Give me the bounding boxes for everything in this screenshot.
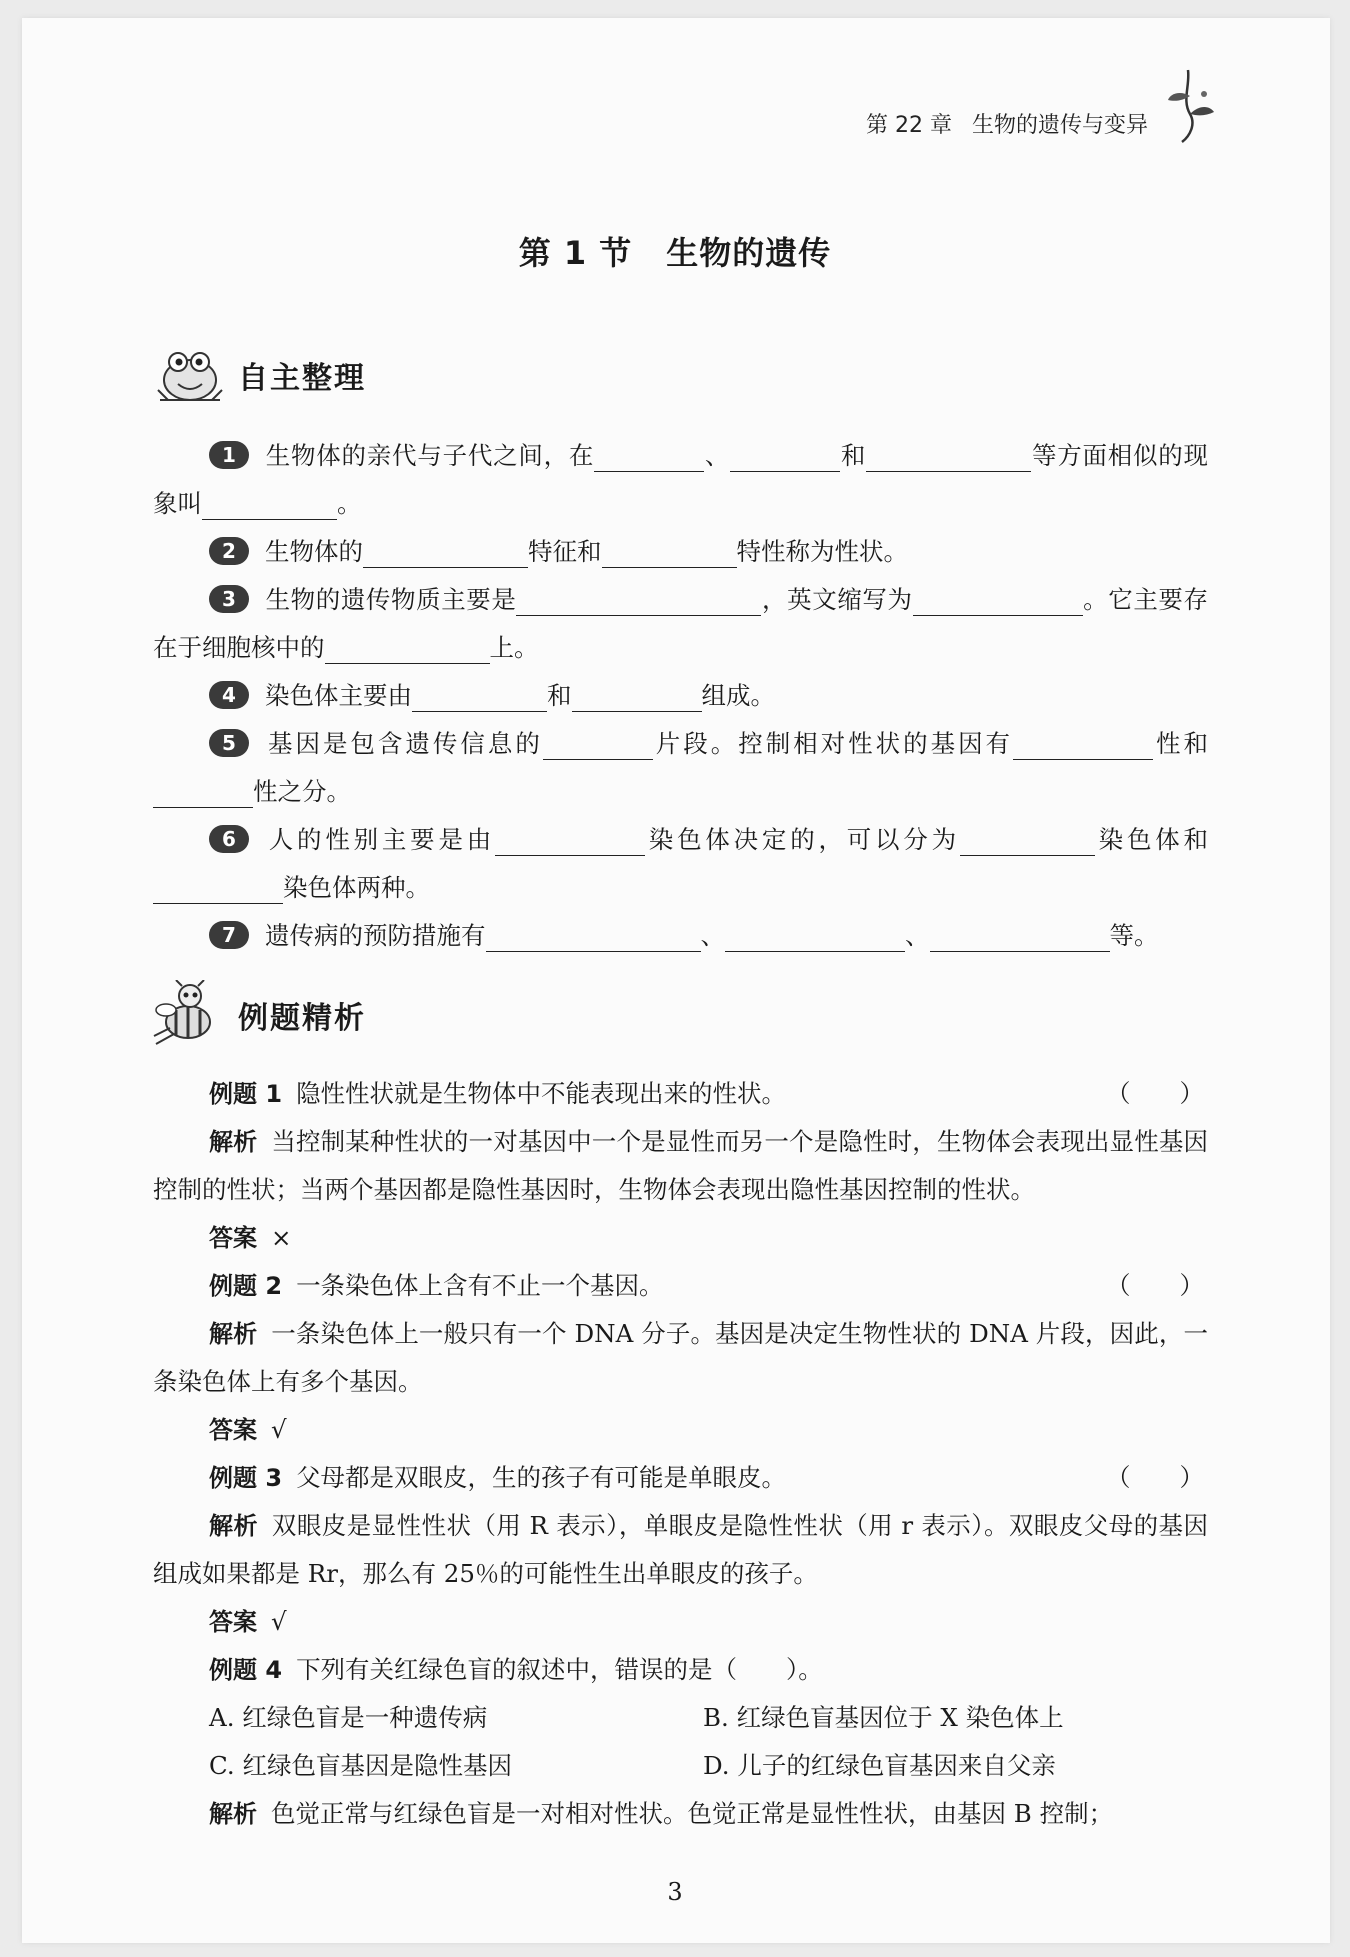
example-analysis-1 [153, 1118, 1208, 1214]
question-text: 遗传病的预防措施有 [265, 921, 486, 950]
fill-question-3 [153, 576, 1208, 672]
analysis-text: 色觉正常与红绿色盲是一对相对性状。色觉正常是显性性状，由基因 B 控制； [271, 1799, 1114, 1828]
answer-blank[interactable] [572, 681, 702, 712]
question-text: 。 [337, 489, 362, 518]
question-text: 和 [547, 681, 572, 710]
question-text: 。它主要存在于细胞核中的 [153, 585, 1209, 662]
answer-blank[interactable] [495, 825, 645, 856]
example-answer-3 [153, 1598, 1208, 1646]
example-question-4 [153, 1646, 1208, 1694]
analysis-label: 解析 [209, 1320, 258, 1348]
part-heading-label: 例题精析 [238, 1001, 366, 1036]
question-text: 染色体主要由 [265, 681, 412, 710]
answer-mark: √ [271, 1415, 287, 1444]
answer-parentheses[interactable]: （ ） [1106, 1463, 1204, 1492]
question-number-badge: 4 [209, 681, 249, 709]
running-header [866, 108, 1148, 139]
example-analysis-2 [153, 1310, 1208, 1406]
question-number-badge: 6 [209, 825, 249, 853]
example-answer-1 [153, 1214, 1208, 1262]
example-question-text: 隐性性状就是生物体中不能表现出来的性状。 [296, 1079, 787, 1108]
answer-blank[interactable] [730, 441, 840, 472]
example-answer-2 [153, 1406, 1208, 1454]
question-text: 等。 [1109, 921, 1159, 950]
option-d[interactable]: D. 儿子的红绿色盲基因来自父亲 [703, 1751, 1056, 1780]
chapter-title: 生物的遗传与变异 [971, 113, 1148, 138]
answer-blank[interactable] [866, 441, 1031, 472]
question-number-badge: 2 [209, 537, 249, 565]
fill-question-4 [153, 672, 1208, 720]
answer-blank[interactable] [543, 729, 653, 760]
question-text: 上。 [489, 633, 539, 662]
answer-blank[interactable] [516, 585, 761, 616]
answer-blank[interactable] [412, 681, 547, 712]
fill-question-2 [153, 528, 1208, 576]
analysis-text: 双眼皮是显性性状（用 R 表示），单眼皮是隐性性状（用 r 表示）。双眼皮父母的基因组成如果都是 Rr，那么有 25％的可能性生出单眼皮的孩子。 [153, 1511, 1208, 1588]
question-number-badge: 1 [209, 441, 249, 469]
frog-mascot-icon [150, 340, 230, 410]
question-text: 性和 [1153, 729, 1209, 758]
section-title [0, 228, 1350, 274]
option-a[interactable]: A. 红绿色盲是一种遗传病 [209, 1703, 488, 1732]
analysis-label: 解析 [209, 1128, 258, 1156]
part-heading-examples [150, 980, 366, 1050]
example-question-2 [153, 1262, 1208, 1310]
question-number-badge: 7 [209, 921, 249, 949]
section-number: 第 1 节 [518, 234, 633, 272]
question-text: 染色体和 [1094, 825, 1209, 854]
answer-blank[interactable] [202, 489, 337, 520]
part-heading-self-study [150, 340, 366, 410]
example-label: 例题 4 [209, 1656, 283, 1684]
fill-question-7 [153, 912, 1208, 960]
question-text: 特征和 [528, 537, 602, 566]
answer-mark: √ [271, 1607, 287, 1636]
example-question-1 [153, 1070, 1208, 1118]
example-analysis-4 [153, 1790, 1208, 1838]
answer-blank[interactable] [363, 537, 528, 568]
bee-mascot-icon [150, 980, 230, 1050]
question-text: 生物的遗传物质主要是 [265, 585, 517, 614]
example-label: 例题 3 [209, 1464, 283, 1492]
analysis-label: 解析 [209, 1800, 257, 1828]
fill-question-1 [153, 432, 1208, 528]
fill-question-5 [153, 720, 1208, 816]
answer-blank[interactable] [486, 921, 701, 952]
example-label: 例题 2 [209, 1272, 283, 1300]
analysis-text: 一条染色体上一般只有一个 DNA 分子。基因是决定生物性状的 DNA 片段，因此，一条染色体上有多个基因。 [153, 1319, 1208, 1396]
example-question-text: 一条染色体上含有不止一个基因。 [296, 1271, 664, 1300]
question-number-badge: 5 [209, 729, 249, 757]
option-b[interactable]: B. 红绿色盲基因位于 X 染色体上 [703, 1703, 1064, 1732]
question-text: 基因是包含遗传信息的 [265, 729, 543, 758]
answer-blank[interactable] [930, 921, 1110, 952]
answer-blank[interactable] [602, 537, 737, 568]
answer-blank[interactable] [960, 825, 1095, 856]
question-text: 性之分。 [253, 777, 351, 806]
answer-blank[interactable] [725, 921, 905, 952]
fill-question-6 [153, 816, 1208, 912]
answer-blank[interactable] [913, 585, 1083, 616]
options-row-2 [153, 1742, 1208, 1790]
option-c[interactable]: C. 红绿色盲基因是隐性基因 [209, 1751, 512, 1780]
question-text: 等方面相似的现象叫 [153, 441, 1209, 518]
answer-blank[interactable] [153, 777, 253, 808]
answer-label: 答案 [209, 1608, 257, 1636]
question-text: 染色体两种。 [283, 873, 430, 902]
analysis-text: 当控制某种性状的一对基因中一个是显性而另一个是隐性时，生物体会表现出显性基因控制的性状；当两个基因都是隐性基因时，生物体会表现出隐性基因控制的性状。 [153, 1127, 1209, 1204]
analysis-label: 解析 [209, 1512, 258, 1540]
question-text: 组成。 [701, 681, 775, 710]
example-question-3 [153, 1454, 1208, 1502]
self-study-list [153, 432, 1208, 960]
answer-label: 答案 [209, 1416, 257, 1444]
answer-parentheses[interactable]: （ ） [1106, 1079, 1204, 1108]
question-text: 生物体的 [265, 537, 363, 566]
question-text: 特性称为性状。 [736, 537, 908, 566]
answer-mark: × [271, 1223, 292, 1252]
question-text: ，英文缩写为 [761, 585, 913, 614]
worked-examples [153, 1070, 1208, 1838]
question-text: 片段。控制相对性状的基因有 [652, 729, 1014, 758]
answer-blank[interactable] [153, 873, 283, 904]
question-text: 染色体决定的，可以分为 [645, 825, 960, 854]
question-text: 人的性别主要是由 [265, 825, 496, 854]
example-analysis-3 [153, 1502, 1208, 1598]
question-text: 、 [905, 921, 930, 950]
question-number-badge: 3 [209, 585, 249, 613]
page-number: 3 [667, 1878, 683, 1906]
example-question-text: 下列有关红绿色盲的叙述中，错误的是（ ）。 [296, 1655, 823, 1684]
answer-blank[interactable] [325, 633, 490, 664]
question-text: 、 [704, 441, 731, 470]
question-text: 、 [700, 921, 725, 950]
part-heading-label: 自主整理 [238, 361, 366, 396]
answer-parentheses[interactable]: （ ） [1106, 1271, 1204, 1300]
answer-blank[interactable] [1013, 729, 1153, 760]
question-text: 和 [840, 441, 867, 470]
answer-label: 答案 [209, 1224, 257, 1252]
section-name: 生物的遗传 [666, 234, 832, 272]
example-question-text: 父母都是双眼皮，生的孩子有可能是单眼皮。 [296, 1463, 787, 1492]
example-label: 例题 1 [209, 1080, 283, 1108]
answer-blank[interactable] [594, 441, 704, 472]
question-text: 生物体的亲代与子代之间，在 [265, 441, 595, 470]
leaf-ornament-icon [1160, 66, 1220, 146]
options-row-1 [153, 1694, 1208, 1742]
chapter-number: 第 22 章 [866, 113, 952, 138]
